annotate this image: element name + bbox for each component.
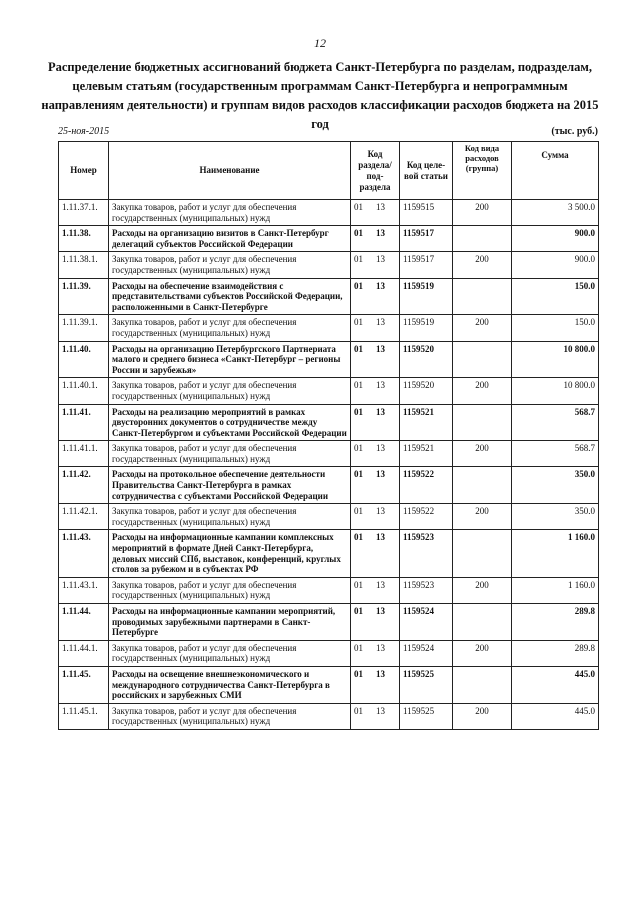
table-row <box>59 226 599 252</box>
table-row <box>59 278 599 315</box>
meta-row <box>58 126 598 140</box>
row-section-code <box>351 226 400 252</box>
row-number: 1.11.40.1. <box>59 378 109 404</box>
row-number: 1.11.38.1. <box>59 252 109 278</box>
row-number: 1.11.41.1. <box>59 441 109 467</box>
row-section-code <box>351 703 400 729</box>
row-section-code <box>351 441 400 467</box>
table-row <box>59 640 599 666</box>
row-amount: 445.0 <box>512 666 599 703</box>
row-amount: 289.8 <box>512 604 599 641</box>
row-number: 1.11.45.1. <box>59 703 109 729</box>
row-section: 01 <box>354 532 363 543</box>
row-section-code <box>351 577 400 603</box>
table-row <box>59 703 599 729</box>
row-name: Расходы на освещение внешнеэкономического и международного сотрудничества Санкт-Петербурга в российских и зарубежных СМИ <box>109 666 351 703</box>
row-amount: 289.8 <box>512 640 599 666</box>
row-subsection: 13 <box>376 317 385 328</box>
table-row <box>59 315 599 341</box>
row-group-code <box>453 467 512 504</box>
row-target-code: 1159523 <box>400 530 453 577</box>
row-subsection: 13 <box>376 506 385 517</box>
row-section-code <box>351 666 400 703</box>
row-subsection: 13 <box>376 280 385 291</box>
document-date: 25-ноя-2015 <box>58 126 110 137</box>
row-section-code <box>351 341 400 378</box>
row-subsection: 13 <box>376 254 385 265</box>
row-target-code: 1159524 <box>400 604 453 641</box>
row-name: Закупка товаров, работ и услуг для обеспечения государственных (муниципальных) нужд <box>109 378 351 404</box>
table-row <box>59 604 599 641</box>
row-group-code: 200 <box>453 640 512 666</box>
unit-label: (тыс. руб.) <box>551 126 598 137</box>
row-number: 1.11.39.1. <box>59 315 109 341</box>
row-name: Закупка товаров, работ и услуг для обеспечения государственных (муниципальных) нужд <box>109 577 351 603</box>
row-section-code <box>351 278 400 315</box>
header-amount: Сумма <box>512 142 599 200</box>
row-number: 1.11.43.1. <box>59 577 109 603</box>
row-subsection: 13 <box>376 380 385 391</box>
row-group-code: 200 <box>453 378 512 404</box>
row-target-code: 1159517 <box>400 226 453 252</box>
row-subsection: 13 <box>376 469 385 480</box>
table-row <box>59 341 599 378</box>
row-subsection: 13 <box>376 202 385 212</box>
row-number: 1.11.42.1. <box>59 504 109 530</box>
row-section-code <box>351 252 400 278</box>
row-group-code: 200 <box>453 703 512 729</box>
row-section-code <box>351 200 400 226</box>
row-name: Закупка товаров, работ и услуг для обеспечения государственных (муниципальных) нужд <box>109 315 351 341</box>
header-number: Номер <box>59 142 109 200</box>
row-section: 01 <box>354 579 363 590</box>
row-section: 01 <box>354 705 363 716</box>
row-target-code: 1159524 <box>400 640 453 666</box>
row-target-code: 1159520 <box>400 341 453 378</box>
row-name: Закупка товаров, работ и услуг для обеспечения государственных (муниципальных) нужд <box>109 703 351 729</box>
row-amount: 3 500.0 <box>512 200 599 226</box>
row-name: Расходы на реализацию мероприятий в рамках двусторонних документов о сотрудничестве между Санкт-Петербургом и субъектами Российской Федерации <box>109 404 351 441</box>
row-name: Закупка товаров, работ и услуг для обеспечения государственных (муниципальных) нужд <box>109 252 351 278</box>
row-amount: 1 160.0 <box>512 577 599 603</box>
row-section: 01 <box>354 254 363 265</box>
row-group-code <box>453 604 512 641</box>
row-section: 01 <box>354 443 363 454</box>
row-section-code <box>351 604 400 641</box>
row-group-code <box>453 341 512 378</box>
row-target-code: 1159520 <box>400 378 453 404</box>
row-group-code <box>453 226 512 252</box>
header-group-code: Код вида расходов (группа) <box>453 142 512 200</box>
row-subsection: 13 <box>376 532 385 543</box>
row-section: 01 <box>354 202 363 212</box>
row-amount: 350.0 <box>512 467 599 504</box>
row-section: 01 <box>354 228 363 239</box>
row-section: 01 <box>354 606 363 616</box>
row-section-code <box>351 404 400 441</box>
row-group-code <box>453 530 512 577</box>
row-group-code: 200 <box>453 252 512 278</box>
row-amount: 350.0 <box>512 504 599 530</box>
row-group-code <box>453 278 512 315</box>
row-group-code: 200 <box>453 504 512 530</box>
row-section-code <box>351 530 400 577</box>
row-target-code: 1159517 <box>400 252 453 278</box>
row-target-code: 1159515 <box>400 200 453 226</box>
row-amount: 900.0 <box>512 252 599 278</box>
row-target-code: 1159522 <box>400 467 453 504</box>
row-number: 1.11.37.1. <box>59 200 109 226</box>
table-row <box>59 467 599 504</box>
header-name: Наименование <box>109 142 351 200</box>
row-amount: 568.7 <box>512 441 599 467</box>
row-name: Закупка товаров, работ и услуг для обеспечения государственных (муниципальных) нужд <box>109 640 351 666</box>
row-section: 01 <box>354 280 363 291</box>
row-name: Расходы на информационные кампании мероприятий, проводимых зарубежными партнерами в Санкт-Петербурге <box>109 604 351 641</box>
row-subsection: 13 <box>376 668 385 679</box>
document-title: Распределение бюджетных ассигнований бюджета Санкт-Петербурга по разделам, подразделам, целевым статьям (государственным программам Санкт-Петербурга и непрограммным направлениям деятельности) и группам видов расходов классификации расходов бюджета на 2015 год <box>41 60 599 131</box>
row-section: 01 <box>354 642 363 653</box>
row-number: 1.11.40. <box>59 341 109 378</box>
row-target-code: 1159525 <box>400 703 453 729</box>
table-row <box>59 441 599 467</box>
row-section: 01 <box>354 380 363 391</box>
row-amount: 10 800.0 <box>512 341 599 378</box>
row-number: 1.11.43. <box>59 530 109 577</box>
row-subsection: 13 <box>376 443 385 454</box>
row-section-code <box>351 315 400 341</box>
row-section: 01 <box>354 506 363 517</box>
header-section-code: Код раздела/ под-раздела <box>351 142 400 200</box>
row-section-code <box>351 378 400 404</box>
row-section-code <box>351 504 400 530</box>
row-number: 1.11.44.1. <box>59 640 109 666</box>
row-name: Расходы на организацию Петербургского Партнериата малого и среднего бизнеса «Санкт-Петербург – регионы России и зарубежья» <box>109 341 351 378</box>
row-name: Закупка товаров, работ и услуг для обеспечения государственных (муниципальных) нужд <box>109 504 351 530</box>
row-name: Расходы на протокольное обеспечение деятельности Правительства Санкт-Петербурга в рамках сотрудничества с субъектами Российской Федерации <box>109 467 351 504</box>
row-target-code: 1159521 <box>400 441 453 467</box>
row-group-code: 200 <box>453 200 512 226</box>
row-group-code: 200 <box>453 441 512 467</box>
row-target-code: 1159523 <box>400 577 453 603</box>
row-amount: 150.0 <box>512 315 599 341</box>
row-section: 01 <box>354 343 363 354</box>
row-amount: 150.0 <box>512 278 599 315</box>
row-number: 1.11.45. <box>59 666 109 703</box>
row-section: 01 <box>354 317 363 328</box>
row-section: 01 <box>354 668 363 679</box>
row-amount: 568.7 <box>512 404 599 441</box>
row-amount: 10 800.0 <box>512 378 599 404</box>
row-section: 01 <box>354 406 363 417</box>
header-target-code: Код целе-вой статьи <box>400 142 453 200</box>
row-name: Расходы на информационные кампании комплексных мероприятий в формате Дней Санкт-Петербурга, деловых миссий СПб, выставок, конференций, круглых столов за рубежом и в субъектах РФ <box>109 530 351 577</box>
row-name: Закупка товаров, работ и услуг для обеспечения государственных (муниципальных) нужд <box>109 200 351 226</box>
row-number: 1.11.39. <box>59 278 109 315</box>
row-number: 1.11.44. <box>59 604 109 641</box>
row-group-code: 200 <box>453 315 512 341</box>
row-section-code <box>351 467 400 504</box>
row-name: Закупка товаров, работ и услуг для обеспечения государственных (муниципальных) нужд <box>109 441 351 467</box>
row-section-code <box>351 640 400 666</box>
table-row <box>59 577 599 603</box>
row-number: 1.11.38. <box>59 226 109 252</box>
page-number: 12 <box>314 36 326 50</box>
row-name: Расходы на организацию визитов в Санкт-Петербург делегаций субъектов Российской Федерации <box>109 226 351 252</box>
table-row <box>59 378 599 404</box>
row-amount: 1 160.0 <box>512 530 599 577</box>
table-header-row <box>59 142 599 200</box>
row-group-code <box>453 404 512 441</box>
table-row <box>59 200 599 226</box>
table-row <box>59 530 599 577</box>
row-subsection: 13 <box>376 705 385 716</box>
row-amount: 445.0 <box>512 703 599 729</box>
table-row <box>59 252 599 278</box>
row-target-code: 1159519 <box>400 315 453 341</box>
row-target-code: 1159522 <box>400 504 453 530</box>
row-subsection: 13 <box>376 606 385 616</box>
row-subsection: 13 <box>376 343 385 354</box>
table-row <box>59 666 599 703</box>
row-number: 1.11.41. <box>59 404 109 441</box>
row-subsection: 13 <box>376 228 385 239</box>
budget-table <box>58 141 599 730</box>
row-subsection: 13 <box>376 579 385 590</box>
table-row <box>59 504 599 530</box>
row-target-code: 1159521 <box>400 404 453 441</box>
table-row <box>59 404 599 441</box>
row-number: 1.11.42. <box>59 467 109 504</box>
row-group-code <box>453 666 512 703</box>
row-section: 01 <box>354 469 363 480</box>
row-subsection: 13 <box>376 406 385 417</box>
row-target-code: 1159519 <box>400 278 453 315</box>
row-amount: 900.0 <box>512 226 599 252</box>
row-name: Расходы на обеспечение взаимодействия с представительствами субъектов Российской Федерации, расположенными в Санкт-Петербурге <box>109 278 351 315</box>
row-target-code: 1159525 <box>400 666 453 703</box>
table-body <box>59 200 599 730</box>
row-subsection: 13 <box>376 642 385 653</box>
row-group-code: 200 <box>453 577 512 603</box>
